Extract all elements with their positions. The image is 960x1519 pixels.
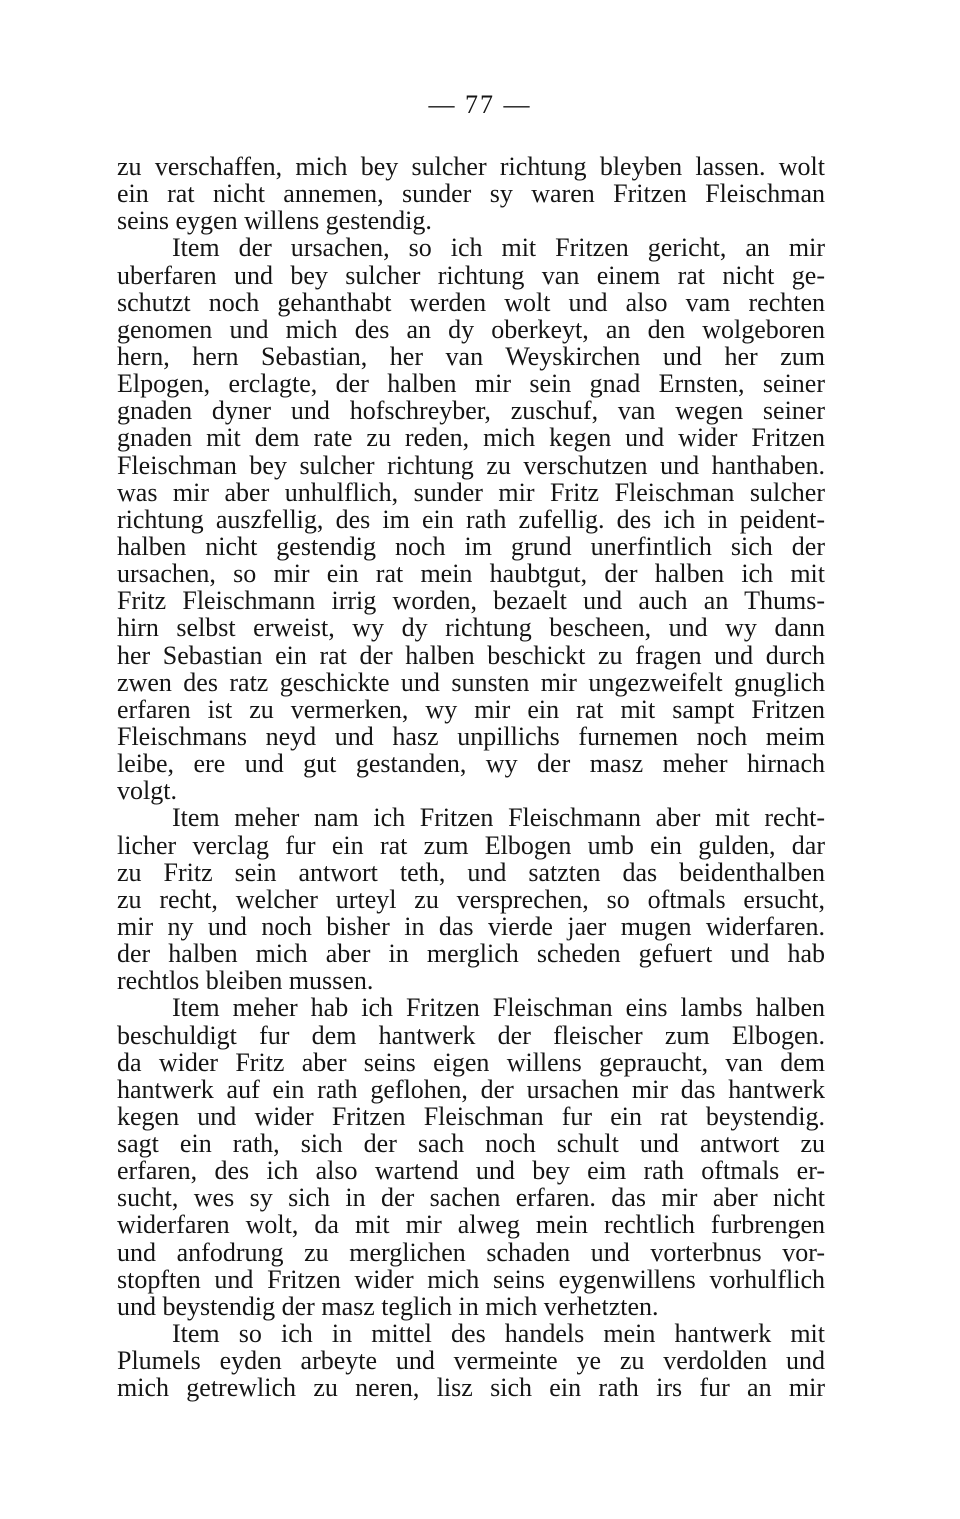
text-line: und beystendig der masz teglich in mich verhetzten. xyxy=(117,1291,659,1321)
page-number: — 77 — xyxy=(428,90,532,119)
text-line: seins eygen willens gestendig. xyxy=(117,206,432,236)
text-line: uberfaren und bey sulcher richtung van einem rat nicht ge- xyxy=(117,260,825,290)
text-line: mir ny und noch bisher in das vierde jaer mugen widerfaren. xyxy=(117,911,825,941)
text-line: zu Fritz sein antwort teth, und satzten das beidenthalben xyxy=(117,857,825,887)
text-line: Fleischman bey sulcher richtung zu verschutzen und hanthaben. xyxy=(117,450,825,480)
text-line: halben nicht gestendig noch im grund unerfintlich sich der xyxy=(117,531,825,561)
text-line: leibe, ere und gut gestanden, wy der masz meher hirnach xyxy=(117,749,825,779)
text-line: kegen und wider Fritzen Fleischman fur ein rat beystendig. xyxy=(117,1101,825,1131)
text-line: Item meher nam ich Fritzen Fleischmann aber mit recht- xyxy=(172,803,825,833)
text-line: hern, hern Sebastian, her van Weyskirchen und her zum xyxy=(117,341,825,371)
text-line: da wider Fritz aber seins eigen willens gepraucht, van dem xyxy=(117,1047,825,1077)
text-line: gnaden dyner und hofschreyber, zuschuf, van wegen seiner xyxy=(117,396,825,426)
text-line: schutzt noch gehanthabt werden wolt und also vam rechten xyxy=(117,287,825,317)
text-line: genomen und mich des an dy oberkeyt, an den wolgeboren xyxy=(117,314,825,344)
text-line: und anfodrung zu merglichen schaden und vorterbnus vor- xyxy=(117,1237,825,1267)
text-line: zu recht, welcher urteyl zu versprechen, so oftmals ersucht, xyxy=(117,884,825,914)
text-line: licher verclag fur ein rat zum Elbogen umb ein gulden, dar xyxy=(117,830,825,860)
text-line: Item der ursachen, so ich mit Fritzen gericht, an mir xyxy=(172,233,825,263)
text-line: Item so ich in mittel des handels mein hantwerk mit xyxy=(172,1319,825,1349)
text-line: beschuldigt fur dem hantwerk der fleischer zum Elbogen. xyxy=(117,1020,825,1050)
text-line: was mir aber unhulflich, sunder mir Fritz Fleischman sulcher xyxy=(117,477,825,507)
text-line: Fritz Fleischmann irrig worden, bezaelt und auch an Thums- xyxy=(117,586,825,616)
text-line: der halben mich aber in merglich scheden gefuert und hab xyxy=(117,939,825,969)
text-line: gnaden mit dem rate zu reden, mich kegen und wider Fritzen xyxy=(117,423,825,453)
text-line: widerfaren wolt, da mit mir alweg mein rechtlich furbrengen xyxy=(117,1210,825,1240)
text-line: erfaren, des ich also wartend und bey eim rath oftmals er- xyxy=(117,1156,825,1186)
text-line: Fleischmans neyd und hasz unpillichs furnemen noch meim xyxy=(117,721,825,751)
text-line: mich getrewlich zu neren, lisz sich ein rath irs fur an mir xyxy=(117,1373,825,1403)
text-line: Elpogen, erclagte, der halben mir sein gnad Ernsten, seiner xyxy=(117,369,825,399)
text-line: zwen des ratz geschickte und sunsten mir ungezweifelt gnuglich xyxy=(117,667,825,697)
text-line: stopften und Fritzen wider mich seins eygenwillens vorhulflich xyxy=(117,1264,825,1294)
text-line: hantwerk auf ein rath geflohen, der ursachen mir das hantwerk xyxy=(117,1074,825,1104)
text-line: Item meher hab ich Fritzen Fleischman eins lambs halben xyxy=(172,993,825,1023)
text-line: ein rat nicht annemen, sunder sy waren Fritzen Fleischman xyxy=(117,179,825,209)
text-line: volgt. xyxy=(117,776,177,806)
text-line: richtung auszfellig, des im ein rath zufellig. des ich in peident- xyxy=(117,504,825,534)
text-line: Plumels eyden arbeyte und vermeinte ye zu verdolden und xyxy=(117,1346,825,1376)
body-text xyxy=(117,153,825,1401)
text-line: her Sebastian ein rat der halben beschickt zu fragen und durch xyxy=(117,640,825,670)
text-line: hirn selbst erweist, wy dy richtung bescheen, und wy dann xyxy=(117,613,825,643)
text-line: sucht, wes sy sich in der sachen erfaren. das mir aber nicht xyxy=(117,1183,825,1213)
text-line: erfaren ist zu vermerken, wy mir ein rat mit sampt Fritzen xyxy=(117,694,825,724)
text-line: zu verschaffen, mich bey sulcher richtung bleyben lassen. wolt xyxy=(117,152,825,181)
text-line: sagt ein rath, sich der sach noch schult und antwort zu xyxy=(117,1129,825,1159)
text-line: rechtlos bleiben mussen. xyxy=(117,966,374,996)
text-line: ursachen, so mir ein rat mein haubtgut, der halben ich mit xyxy=(117,559,825,589)
